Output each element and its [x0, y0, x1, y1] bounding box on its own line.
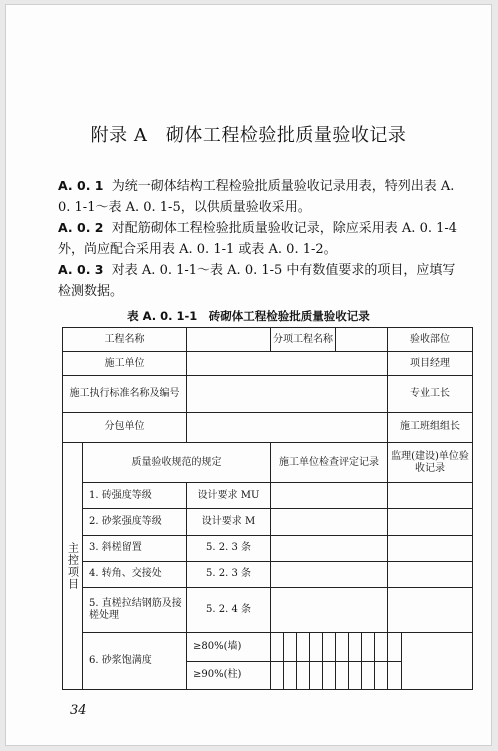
item-requirement: 5. 2. 3 条	[187, 561, 271, 587]
subcontractor-label: 分包单位	[63, 412, 187, 442]
standard-label: 施工执行标准名称及编号	[63, 376, 187, 412]
sample-cell	[310, 661, 323, 689]
main-control-column	[63, 442, 83, 689]
contractor-record-cell	[271, 483, 388, 509]
sample-cell	[375, 661, 388, 689]
sample-cell	[388, 633, 402, 661]
sample-cell	[297, 633, 310, 661]
contractor-record-cell	[271, 588, 388, 633]
supervisor-record-cell	[388, 509, 473, 535]
sample-cell	[310, 633, 323, 661]
clause-number: A. 0. 1	[58, 178, 104, 193]
supervisor-record-cell	[388, 561, 473, 587]
supervisor-record-cell	[388, 588, 473, 633]
sample-cell	[388, 661, 402, 689]
sample-cell	[336, 633, 349, 661]
item-requirement: 设计要求 MU	[187, 483, 271, 509]
table-row	[63, 328, 473, 352]
supervisor-record-cell	[388, 535, 473, 561]
sample-cell	[284, 633, 297, 661]
supervisor-record-cell	[388, 483, 473, 509]
item-name: 3. 斜槎留置	[83, 535, 187, 561]
item-requirement: 设计要求 M	[187, 509, 271, 535]
sample-cell	[362, 661, 375, 689]
sample-cell	[323, 633, 336, 661]
clause-a03	[58, 259, 458, 302]
appendix-title: 附录 A 砌体工程检验批质量验收记录	[90, 125, 407, 146]
table-row	[63, 412, 473, 442]
subcontractor-value	[187, 412, 388, 442]
table-row	[63, 376, 473, 412]
spec-header: 质量验收规范的规定	[83, 442, 271, 482]
sub-project-name-value	[336, 328, 388, 352]
table-row	[63, 509, 473, 535]
item-requirement: ≥90%(柱)	[187, 661, 271, 689]
contractor-record-header: 施工单位检查评定记录	[271, 442, 388, 482]
sample-cell	[297, 661, 310, 689]
table-row	[63, 561, 473, 587]
item-name: 4. 转角、交接处	[83, 561, 187, 587]
sample-cell	[375, 633, 388, 661]
page-number: 34	[70, 703, 87, 718]
table-caption: 表 A. 0. 1-1 砖砌体工程检验批质量验收记录	[127, 309, 370, 323]
foreman-label: 专业工长	[388, 376, 473, 412]
sample-cell	[349, 633, 362, 661]
sample-cell	[271, 633, 284, 661]
sample-cell	[323, 661, 336, 689]
clause-number: A. 0. 2	[58, 220, 104, 235]
item-name: 5. 直槎拉结钢筋及接槎处理	[83, 588, 187, 633]
inspection-part-label: 验收部位	[388, 328, 473, 352]
item-name: 2. 砂浆强度等级	[83, 509, 187, 535]
contractor-value	[187, 352, 388, 376]
sample-cell	[284, 661, 297, 689]
supervisor-record-cell	[402, 633, 473, 690]
item-name: 6. 砂浆饱满度	[83, 633, 187, 690]
table-row	[63, 633, 473, 661]
supervisor-record-header: 监理(建设)单位验收记录	[388, 442, 473, 482]
contractor-record-cell	[271, 535, 388, 561]
main-control-label: 主控项目	[66, 541, 80, 590]
sample-cell	[336, 661, 349, 689]
sample-cell	[349, 661, 362, 689]
item-name: 1. 砖强度等级	[83, 483, 187, 509]
sample-cell	[271, 661, 284, 689]
clause-text: 为统一砌体结构工程检验批质量验收记录用表，特列出表 A. 0. 1-1～表 A. 0. 1-5，以供质量验收采用。	[58, 179, 455, 215]
clause-text: 对配筋砌体工程检验批质量验收记录，除应采用表 A. 0. 1-4 外，尚应配合采用表 A. 0. 1-1 或表 A. 0. 1-2。	[58, 221, 458, 257]
table-row	[63, 535, 473, 561]
project-name-label: 工程名称	[63, 328, 187, 352]
contractor-label: 施工单位	[63, 352, 187, 376]
inspection-record-table	[62, 327, 473, 690]
sub-project-name-label: 分项工程名称	[271, 328, 336, 352]
contractor-record-cell	[271, 561, 388, 587]
table-row	[63, 588, 473, 633]
clause-number: A. 0. 3	[58, 262, 104, 277]
contractor-record-cell	[271, 509, 388, 535]
table-row	[63, 352, 473, 376]
document-page	[5, 4, 492, 746]
project-manager-label: 项目经理	[388, 352, 473, 376]
table-row	[63, 483, 473, 509]
sample-cell	[362, 633, 375, 661]
item-requirement: 5. 2. 3 条	[187, 535, 271, 561]
item-requirement: 5. 2. 4 条	[187, 588, 271, 633]
clause-a02	[58, 217, 458, 260]
standard-value	[187, 376, 388, 412]
item-requirement: ≥80%(墙)	[187, 633, 271, 661]
team-leader-label: 施工班组组长	[388, 412, 473, 442]
clause-a01	[58, 175, 458, 218]
table-row	[63, 442, 473, 482]
project-name-value	[187, 328, 271, 352]
clause-text: 对表 A. 0. 1-1～表 A. 0. 1-5 中有数值要求的项目，应填写检测数据。	[58, 263, 456, 299]
